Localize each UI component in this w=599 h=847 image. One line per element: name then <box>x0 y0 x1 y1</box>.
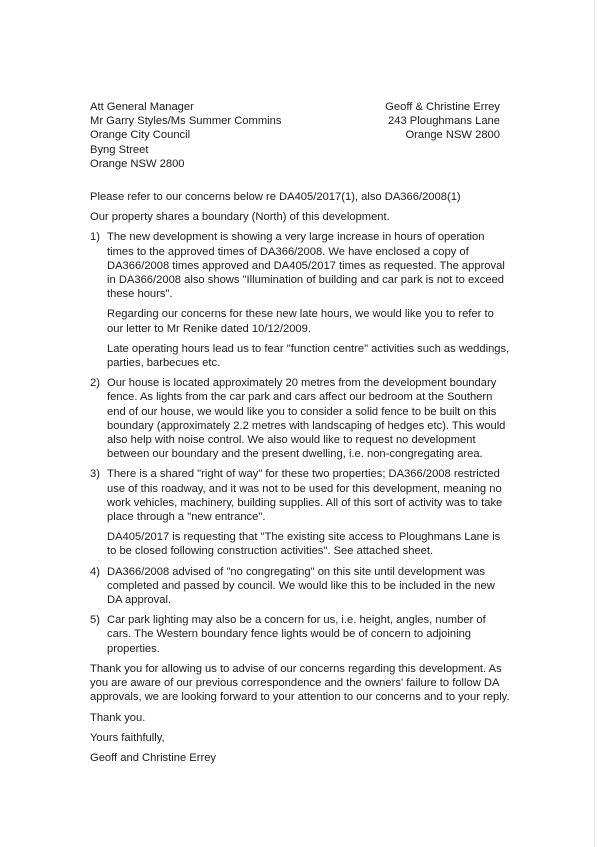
valediction: Yours faithfully, <box>90 731 165 744</box>
item-number: 2) <box>90 377 100 390</box>
item-paragraph: Regarding our concerns for these new late hours, we would like you to refer to our letter to Mr Renike dated 10/12/2009. <box>107 308 494 335</box>
concern-item-1 <box>90 230 510 370</box>
boundary-paragraph: Our property shares a boundary (North) of this development. <box>90 211 390 224</box>
signature-name: Geoff and Christine Errey <box>90 751 217 764</box>
recipient-address <box>90 100 281 171</box>
recipient-line: Att General Manager <box>90 101 194 113</box>
item-number: 5) <box>90 614 100 627</box>
closing-paragraph: Thank you for allowing us to advise of our concerns regarding this development. As you are aware of our previous correspondence and the owners' failure to follow DA approvals, we are looking forward to your attention to our concerns and to your reply. <box>90 662 510 704</box>
scan-edge-line <box>594 0 595 847</box>
recipient-line: Byng Street <box>90 143 149 156</box>
sender-line: 243 Ploughmans Lane <box>388 115 500 128</box>
recipient-line: Mr Garry Styles/Ms Summer Commins <box>90 115 282 128</box>
intro-paragraph: Please refer to our concerns below re DA405/2017(1), also DA366/2008(1) <box>90 191 461 203</box>
sender-address <box>380 100 500 143</box>
item-paragraph: DA405/2017 is requesting that "The existing site access to Ploughmans Lane is to be closed following construction activities". See attached sheet. <box>107 531 501 558</box>
item-paragraph: Car park lighting may also be a concern for us, i.e. height, angles, number of cars. The Western boundary fence lights would be of concern to adjoining properties. <box>107 614 486 655</box>
item-paragraph: Our house is located approximately 20 metres from the development boundary fence. As lights from the car park and cars affect our bedroom at the Southern end of our house, we would like you to consider a solid fence to be built on this boundary (approximately 2.2 metres with landscaping of hedges etc). This would also help with noise control. We also would like to request no development between our boundary and the present dwelling, i.e. non-congregating area. <box>107 377 506 461</box>
item-paragraph: Late operating hours lead us to fear "function centre" activities such as weddings, parties, barbecues etc. <box>107 342 510 370</box>
item-paragraph: The new development is showing a very large increase in hours of operation times to the approved times of DA366/2008. We have enclosed a copy of DA366/2008 times approved and DA405/2017 times as requested. The approval in DA366/2008 also shows "Illumination of building and car park is not to exceed these hours". <box>107 231 505 301</box>
letter-body <box>90 190 510 771</box>
recipient-line: Orange City Council <box>90 129 191 142</box>
item-number: 3) <box>90 468 100 481</box>
sender-line: Orange NSW 2800 <box>405 129 500 142</box>
recipient-line: Orange NSW 2800 <box>90 157 185 170</box>
concern-item-2 <box>90 376 510 461</box>
item-number: 1) <box>90 231 100 244</box>
concern-item-5 <box>90 613 510 656</box>
sender-line: Geoff & Christine Errey <box>385 101 500 113</box>
concern-item-4 <box>90 565 510 608</box>
item-paragraph: There is a shared "right of way" for these two properties; DA366/2008 restricted use of this roadway, and it was not to be used for this development, meaning no work vehicles, machinery, building supplies. All of this sort of activity was to take place through a "new entrance". <box>107 468 503 524</box>
concern-item-3 <box>90 467 510 558</box>
item-paragraph: DA366/2008 advised of "no congregating" on this site until development was completed and passed by council. We would like this to be included in the new DA approval. <box>107 565 495 607</box>
thanks-line: Thank you. <box>90 711 146 724</box>
item-number: 4) <box>90 565 100 578</box>
